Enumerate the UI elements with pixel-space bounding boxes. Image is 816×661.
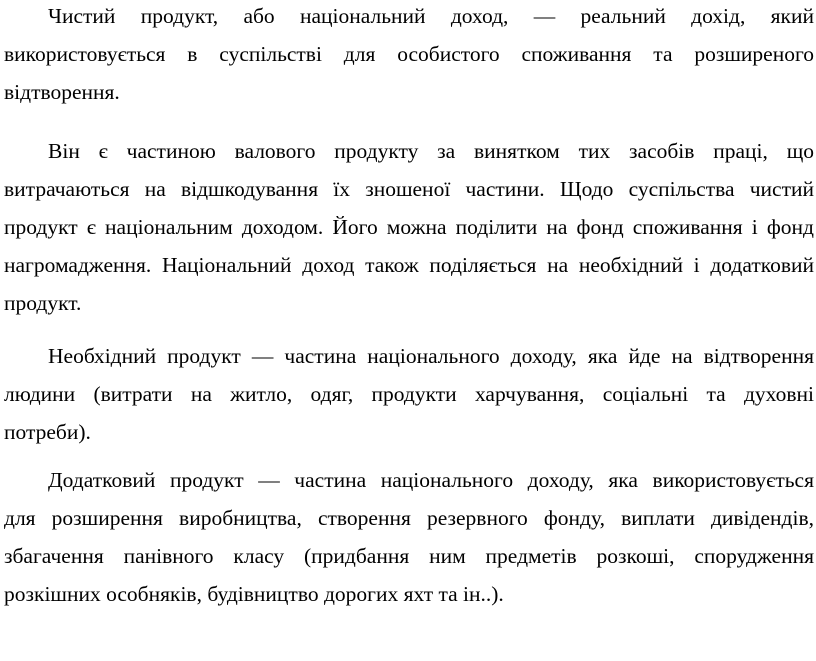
text-line: відтворення. [4, 80, 120, 104]
text-line: витрачаються на відшкодування їх зношеної частини. Щодо суспільства чистий [4, 177, 814, 201]
text-line: продукт. [4, 291, 82, 315]
paragraph-net-product [4, 0, 814, 111]
paragraph-surplus-product [4, 461, 814, 613]
paragraph-necessary-product [4, 337, 814, 451]
text-line: використовується в суспільстві для особистого споживання та розширеного [4, 42, 814, 66]
text-line: нагромадження. Національний доход також поділяється на необхідний і додатковий [4, 253, 814, 277]
text-line: Чистий продукт, або національний доход, — реальний дохід, який [48, 4, 814, 28]
text-line: для розширення виробництва, створення резервного фонду, виплати дивідендів, [4, 506, 814, 530]
text-line: продукт є національним доходом. Його можна поділити на фонд споживання і фонд [4, 215, 814, 239]
text-line: людини (витрати на житло, одяг, продукти харчування, соціальні та духовні [4, 382, 814, 406]
text-line: Необхідний продукт — частина національного доходу, яка йде на відтворення [48, 344, 814, 368]
text-line: Додатковий продукт — частина національного доходу, яка використовується [48, 468, 814, 492]
text-line: Він є частиною валового продукту за винятком тих засобів праці, що [48, 139, 814, 163]
text-line: потреби). [4, 420, 91, 444]
paragraph-gross-product [4, 132, 814, 322]
text-line: збагачення панівного класу (придбання ним предметів розкоші, спорудження [4, 544, 814, 568]
text-line: розкішних особняків, будівництво дорогих яхт та ін..). [4, 582, 504, 606]
